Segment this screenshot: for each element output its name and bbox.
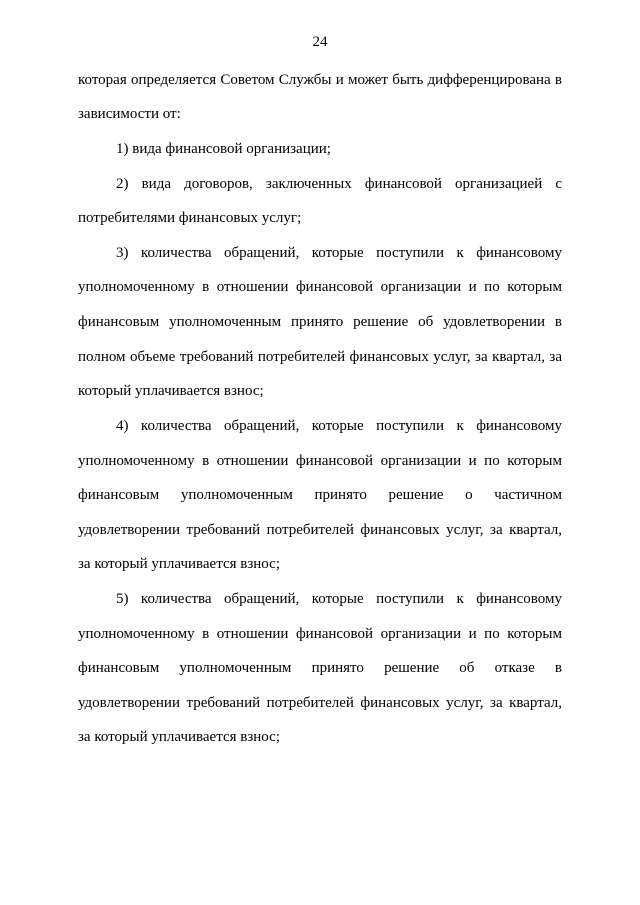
- text-line: за который уплачивается взнос;: [78, 556, 280, 572]
- text-line: финансовым уполномоченным принято решение об удовлетворении в: [78, 314, 562, 330]
- text-line: удовлетворении требований потребителей финансовых услуг, за квартал,: [78, 695, 562, 711]
- list-item-1: 1) вида финансовой организации;: [116, 141, 331, 157]
- list-item-5: 5) количества обращений, которые поступили к финансовому: [116, 591, 562, 607]
- text-line: уполномоченному в отношении финансовой организации и по которым: [78, 626, 562, 642]
- text-line: который уплачивается взнос;: [78, 383, 264, 399]
- text-line: за который уплачивается взнос;: [78, 729, 280, 745]
- list-item-3: 3) количества обращений, которые поступили к финансовому: [116, 245, 562, 261]
- text-line: полном объеме требований потребителей финансовых услуг, за квартал, за: [78, 349, 562, 365]
- text-line: удовлетворении требований потребителей финансовых услуг, за квартал,: [78, 522, 562, 538]
- text-line: финансовым уполномоченным принято решение об отказе в: [78, 660, 562, 676]
- list-item-4: 4) количества обращений, которые поступили к финансовому: [116, 418, 562, 434]
- text-line: потребителями финансовых услуг;: [78, 210, 302, 226]
- text-line: уполномоченному в отношении финансовой организации и по которым: [78, 279, 562, 295]
- text-line: которая определяется Советом Службы и может быть дифференцирована в: [78, 72, 562, 88]
- page-number: 24: [312, 34, 328, 50]
- text-line: уполномоченному в отношении финансовой организации и по которым: [78, 453, 562, 469]
- text-line: зависимости от:: [78, 106, 181, 122]
- list-item-2: 2) вида договоров, заключенных финансовой организацией с: [116, 176, 562, 192]
- text-line: финансовым уполномоченным принято решение о частичном: [78, 487, 562, 503]
